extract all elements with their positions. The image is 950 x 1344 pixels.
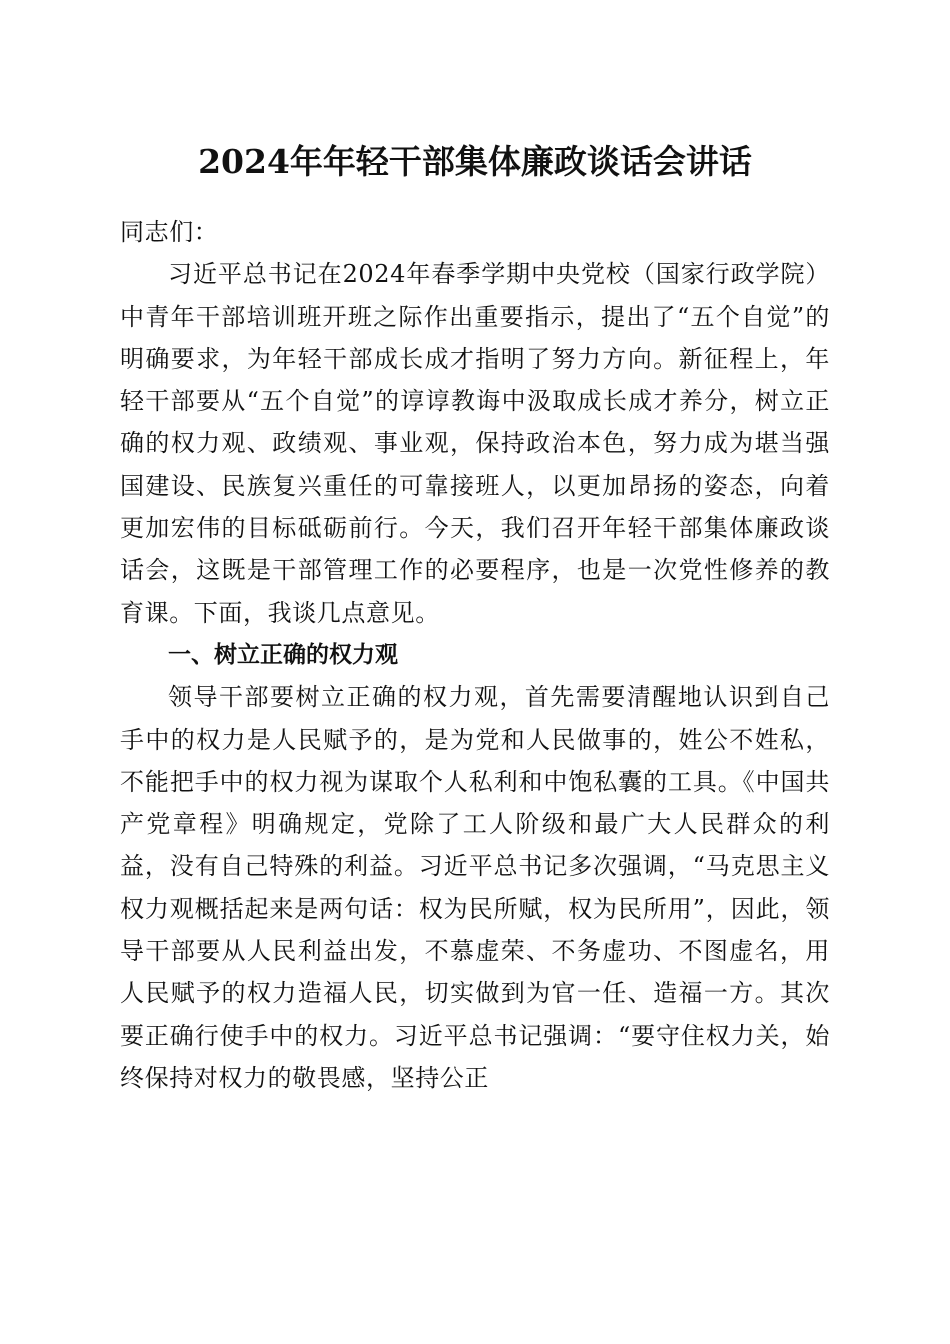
document-body: [120, 211, 830, 1099]
document-title: 2024年年轻干部集体廉政谈话会讲话: [198, 142, 752, 181]
salutation: 同志们：: [120, 218, 219, 246]
section-heading: 一、树立正确的权力观: [168, 641, 398, 668]
intro-paragraph: 习近平总书记在2024年春季学期中央党校（国家行政学院）中青年干部培训班开班之际作出重要指示，提出了“五个自觉”的明确要求，为年轻干部成长成才指明了努力方向。新征程上，年轻干部要从“五个自觉”的谆谆教诲中汲取成长成才养分，树立正确的权力观、政绩观、事业观，保持政治本色，努力成为堪当强国建设、民族复兴重任的可靠接班人，以更加昂扬的姿态，向着更加宏伟的目标砥砺前行。今天，我们召开年轻干部集体廉政谈话会，这既是干部管理工作的必要程序，也是一次党性修养的教育课。下面，我谈几点意见。: [120, 260, 830, 627]
section-paragraph: 领导干部要树立正确的权力观，首先需要清醒地认识到自己手中的权力是人民赋予的，是为党和人民做事的，姓公不姓私，不能把手中的权力视为谋取个人私利和中饱私囊的工具。《中国共产党章程》明确规定，党除了工人阶级和最广大人民群众的利益，没有自己特殊的利益。习近平总书记多次强调，“马克思主义权力观概括起来是两句话：权为民所赋，权为民所用”，因此，领导干部要从人民利益出发，不慕虚荣、不务虚功、不图虚名，用人民赋予的权力造福人民，切实做到为官一任、造福一方。其次要正确行使手中的权力。习近平总书记强调：“要守住权力关，始终保持对权力的敬畏感，坚持公正: [120, 683, 830, 1092]
